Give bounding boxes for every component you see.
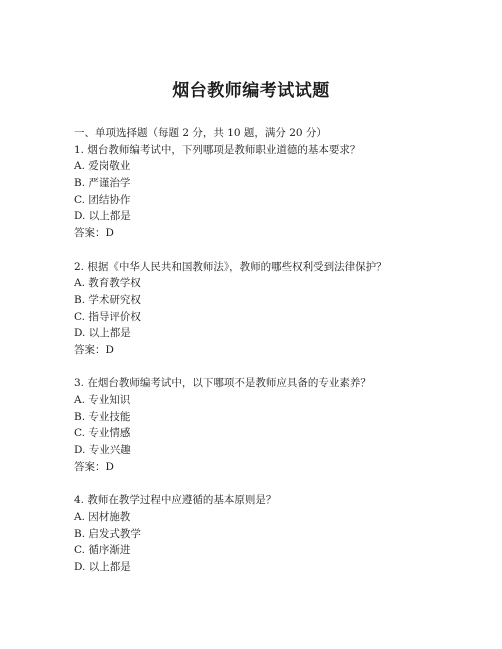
spacer [74,475,474,492]
question-stem: 3. 在烟台教师编考试中，以下哪项不是教师应具备的专业素养？ [74,377,371,390]
option-b: B. 专业技能 [74,410,131,423]
option-c: C. 团结协作 [74,193,131,206]
option-c: C. 专业情感 [74,427,131,440]
option-c: C. 循序渐进 [74,544,131,557]
option-b: B. 启发式教学 [74,527,141,540]
option-d: D. 以上都是 [74,210,131,223]
option-d: D. 以上都是 [74,327,131,340]
question-list [74,125,474,576]
option-b: B. 学术研究权 [74,293,141,306]
option-c: C. 指导评价权 [74,310,141,323]
option-a: A. 爱岗敬业 [74,160,131,173]
answer-line: 答案：D [74,343,114,356]
spacer [74,242,474,259]
option-a: A. 因材施教 [74,510,131,523]
option-d: D. 专业兴趣 [74,444,131,457]
question-stem: 4. 教师在教学过程中应遵循的基本原则是？ [74,494,277,507]
page-title: 烟台教师编考试试题 [172,81,330,101]
question-stem: 2. 根据《中华人民共和国教师法》，教师的哪些权利受到法律保护？ [74,260,387,273]
answer-line: 答案：D [74,227,114,240]
question-stem: 1. 烟台教师编考试中，下列哪项是教师职业道德的基本要求？ [74,143,361,156]
option-d: D. 以上都是 [74,560,131,573]
option-a: A. 教育教学权 [74,277,141,290]
answer-line: 答案：D [74,460,114,473]
option-a: A. 专业知识 [74,394,131,406]
spacer [74,359,474,376]
option-b: B. 严谨治学 [74,177,131,190]
section-heading: 一、单项选择题（每题 2 分，共 10 题，满分 20 分） [74,127,327,139]
